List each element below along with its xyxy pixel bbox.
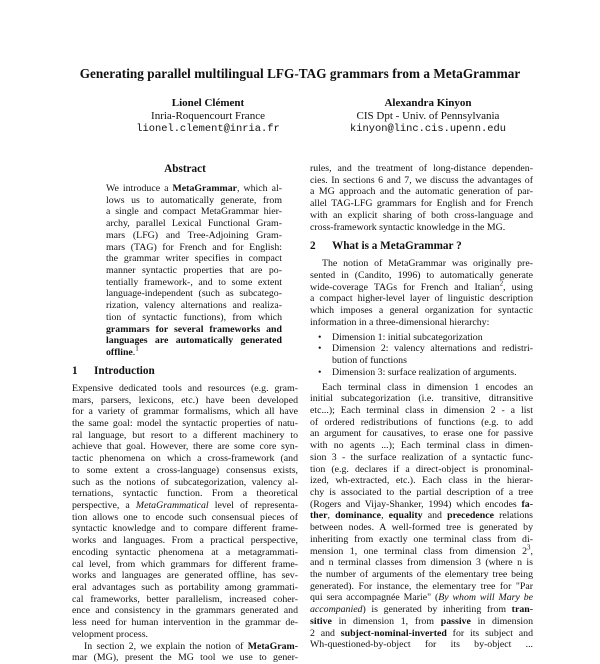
dimension-list (310, 332, 533, 379)
body-line: 2 and subject-nominal-inverted for its subject and (310, 627, 533, 639)
abstract-line: lows us to automatically generate, from (106, 194, 282, 206)
body-line: sitive in dimension 1, from passive in dimension (310, 615, 534, 627)
body-line: qui sera accompagnée Marie" (By whom will Mary be (310, 592, 533, 604)
body-line: Expensive dedicated tools and resources (e.g. gram- (72, 382, 298, 394)
body-line: rules, and the treatment of long-distance dependen- (310, 163, 533, 174)
body-line: initial subcategorization (i.e. transitive, ditransitive (310, 393, 533, 405)
abstract-line: manner syntactic properties that are po- (106, 265, 282, 277)
author-affiliation: Inria-Roquencourt France (151, 109, 265, 122)
body-line: etc...); Each terminal class in dimension 2 - a list (310, 404, 533, 416)
footnote-mark[interactable]: 2 (499, 279, 504, 288)
abstract-line: archy, parallel Lexical Functional Gram- (106, 218, 282, 230)
body-line: the same goal: model the syntactic properties of natu- (72, 417, 298, 429)
section2-intro (310, 258, 533, 328)
author-affiliation: CIS Dpt - Univ. of Pennsylvania (356, 109, 500, 122)
abstract-body (106, 183, 282, 359)
abstract-line: tion of syntactic functions), from which (106, 311, 282, 323)
author-block (98, 97, 318, 135)
list-item: • Dimension 3: surface realization of arguments. (318, 366, 517, 378)
section-heading-introduction: 1 Introduction (72, 364, 155, 377)
abstract-line: rization, valency alternations and realiza- (106, 300, 282, 312)
body-line: The notion of MetaGrammar was originally pre- (322, 258, 533, 270)
body-line: ence and consistency in the grammars generated and (72, 605, 298, 617)
paper-title: Generating parallel multilingual LFG-TAG grammars from a MetaGrammar (79, 66, 521, 81)
body-line: generated). For instance, the elementary tree for "Par (310, 580, 533, 592)
abstract-line: a single and compact MetaGrammar hier- (106, 206, 282, 218)
body-line: syntactic knowledge and to compare different frame- (72, 523, 298, 535)
body-line: works and languages are generated offline, has sev- (72, 570, 298, 582)
bullet-icon: • (318, 343, 322, 355)
abstract-line: mars (TAG) for French and for English: (106, 241, 282, 253)
body-line: Each terminal class in dimension 1 encodes an (322, 381, 533, 393)
list-item: • Dimension 1: initial subcategorization (318, 331, 483, 343)
body-line: an argument for causatives, to erase one for passive (310, 428, 533, 440)
body-line: inheriting from exactly one terminal class from di- (310, 533, 533, 545)
body-line: tion (e.g. declares if a direct-object is pronominal- (310, 463, 533, 475)
bullet-icon: • (318, 366, 322, 378)
body-line: mars, parsers, lexicons, etc.) have been developed (72, 394, 298, 406)
section-heading-metagrammar: 2 What is a MetaGrammar ? (310, 240, 462, 253)
continued-text (310, 163, 533, 233)
body-line: sion 3 - the surface realization of a syntactic func- (310, 451, 533, 463)
list-item: • Dimension 2: valency alternations and redistri- bution of functions (318, 343, 533, 367)
body-line: chy is associated to the partial description of a tree (310, 486, 533, 498)
abstract-heading: Abstract (164, 163, 206, 175)
body-line: In section 2, we explain the notion of MetaGram- (84, 640, 298, 652)
abstract-line: We introduce a MetaGrammar, which al- (106, 183, 282, 194)
body-line: a compact higher-level layer of linguistic description (310, 293, 533, 305)
body-line: with no agents ...); Each terminal class in dimen- (310, 440, 533, 452)
author-email[interactable]: lionel.clement@inria.fr (136, 122, 280, 135)
body-line: to some extent a cross-language) consensus exists, (72, 464, 298, 476)
body-line: sented in (Candito, 1996) to automatically generate (310, 270, 533, 282)
body-line: ral language, but resort to a different machinery to (72, 429, 298, 441)
body-line: Wh-questioned-by-object for its by-object ... (310, 639, 533, 651)
body-line: the number of arguments of the elementary tree being (310, 569, 533, 580)
body-line: of ordered redistributions of functions (e.g. to add (310, 416, 533, 428)
abstract-line: mars (LFG) and Tree-Adjoining Gram- (106, 229, 282, 241)
abstract-line: language-independent (such as subcatego- (106, 288, 282, 300)
body-line: tactic phenomena on which a cross-framework (and (72, 453, 298, 465)
body-line: between nodes. A well-formed tree is generated by (310, 522, 533, 534)
abstract-line: tentially framework-, and to some extent (106, 276, 282, 288)
body-line: works and languages. From a practical perspective, (72, 535, 298, 547)
abstract-line: grammars for several frameworks and (106, 323, 282, 335)
body-line: a MG approach and the automatic generation of par- (310, 186, 533, 198)
body-line: such as the notions of subcategorization, valency al- (72, 476, 298, 488)
body-line: mar (MG), present the MG tool we use to gener- (72, 652, 298, 664)
bullet-icon: • (318, 331, 322, 343)
body-line: velopment process. (72, 628, 148, 640)
body-line: tion allows one to encode such consensual pieces of (72, 511, 298, 523)
body-line: information in a three-dimensional hierarchy: (310, 316, 490, 328)
body-line: achieve that goal. However, there are some core syn- (72, 441, 298, 453)
body-line: ized, wh-extracted, etc.). Each class in the hierar- (310, 475, 533, 487)
body-line: eral advantages such as portability among grammati- (72, 582, 298, 593)
footnote-mark[interactable]: 1 (135, 344, 139, 353)
author-block (318, 97, 538, 135)
body-line: allel TAG-LFG grammars for English and for French (310, 198, 533, 210)
body-line: (Rogers and Vijay-Shanker, 1994) which encodes fa- (310, 498, 533, 510)
author-name: Alexandra Kinyon (384, 97, 472, 109)
abstract-line: offline.$^1$ (106, 344, 139, 359)
body-line: accompanied) is generated by inheriting from tran- (310, 604, 533, 616)
body-line: perspective, a MetaGrammatical level of representa- (72, 499, 298, 511)
body-line: ther, dominance, equality and precedence relations (310, 510, 533, 522)
body-line: which imposes a general organization for syntactic (310, 305, 533, 317)
introduction-tail (72, 641, 298, 664)
right-column (310, 163, 533, 651)
body-line: for a variety of grammar formalisms, which all have (72, 406, 298, 418)
body-line: cross-framework syntactic knowledge in the MG. (310, 221, 506, 233)
body-line: ternations, syntactic function. From a theoretical (72, 488, 298, 500)
author-email[interactable]: kinyon@linc.cis.upenn.edu (350, 122, 506, 135)
body-line: cal level, from which grammars for different frame- (72, 558, 298, 570)
body-line: wide-coverage TAGs for French and Italian$^2$, using (310, 279, 533, 293)
body-line: mension 1, one terminal class from dimension $2^3$, (310, 543, 533, 557)
section2-paragraph (310, 382, 533, 652)
author-name: Lionel Clément (171, 97, 245, 109)
body-line: encoding syntactic phenomena at a metagrammati- (72, 546, 298, 558)
introduction-body (72, 383, 298, 641)
body-line: less need for human intervention in the grammar de- (72, 617, 298, 629)
abstract-line: languages are automatically generated (106, 335, 282, 347)
body-line: with an explicit sharing of both cross-language and (310, 209, 533, 221)
left-column (72, 163, 298, 664)
body-line: cies. In sections 6 and 7, we discuss the advantages of (310, 174, 533, 186)
body-line: cal frameworks, better parallelism, increased coher- (72, 593, 298, 605)
abstract-line: the grammar writer specifies in compact (106, 253, 282, 265)
body-line: and n terminal classes from dimension 3 (where n is (310, 557, 533, 569)
